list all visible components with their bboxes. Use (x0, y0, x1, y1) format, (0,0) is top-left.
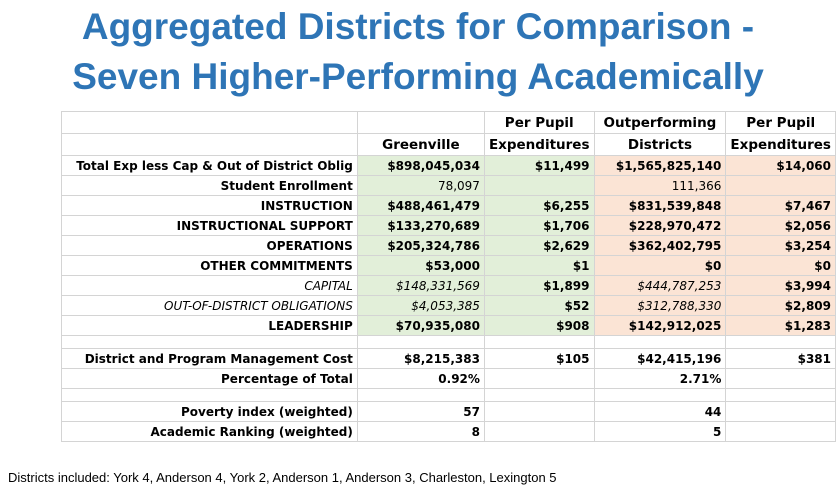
greenville-per-pupil: $11,499 (484, 156, 594, 176)
table-row (62, 296, 836, 316)
greenville-value: $8,215,383 (357, 349, 484, 369)
empty-cell (62, 389, 358, 402)
greenville-value: $148,331,569 (357, 276, 484, 296)
empty-cell (357, 389, 484, 402)
greenville-per-pupil (484, 369, 594, 389)
table-row (62, 156, 836, 176)
outperforming-value: $362,402,795 (594, 236, 726, 256)
row-label: OUT-OF-DISTRICT OBLIGATIONS (62, 296, 358, 316)
greenville-per-pupil (484, 402, 594, 422)
outperforming-per-pupil (726, 369, 836, 389)
table-row (62, 316, 836, 336)
spacer-row (62, 389, 836, 402)
header-per-pupil-2: Per Pupil (726, 112, 836, 134)
empty-cell (594, 389, 726, 402)
footer-note: Districts included: York 4, Anderson 4, York 2, Anderson 1, Anderson 3, Charleston, Lexington 5 (8, 470, 557, 485)
empty-cell (726, 389, 836, 402)
table-row (62, 422, 836, 442)
greenville-per-pupil: $1 (484, 256, 594, 276)
outperforming-value: 44 (594, 402, 726, 422)
empty-cell (484, 336, 594, 349)
outperforming-value: $312,788,330 (594, 296, 726, 316)
greenville-per-pupil: $6,255 (484, 196, 594, 216)
slide-title-line-1: Aggregated Districts for Comparison - (81, 6, 755, 47)
greenville-per-pupil: $908 (484, 316, 594, 336)
row-label: Poverty index (weighted) (62, 402, 358, 422)
outperforming-per-pupil: $381 (726, 349, 836, 369)
header-per-pupil-1: Per Pupil (484, 112, 594, 134)
outperforming-value: $1,565,825,140 (594, 156, 726, 176)
outperforming-value: $42,415,196 (594, 349, 726, 369)
slide-title-line-2: Seven Higher-Performing Academically (72, 56, 764, 97)
greenville-per-pupil: $1,706 (484, 216, 594, 236)
row-label: INSTRUCTION (62, 196, 358, 216)
spacer-row (62, 336, 836, 349)
table-row (62, 256, 836, 276)
greenville-value: $488,461,479 (357, 196, 484, 216)
row-label: OTHER COMMITMENTS (62, 256, 358, 276)
outperforming-per-pupil: $3,254 (726, 236, 836, 256)
greenville-per-pupil: $1,899 (484, 276, 594, 296)
header-outperforming: Outperforming (594, 112, 726, 134)
row-label: District and Program Management Cost (62, 349, 358, 369)
greenville-per-pupil: $105 (484, 349, 594, 369)
outperforming-value: $228,970,472 (594, 216, 726, 236)
greenville-value: $53,000 (357, 256, 484, 276)
outperforming-per-pupil: $2,809 (726, 296, 836, 316)
table-row (62, 349, 836, 369)
outperforming-per-pupil: $3,994 (726, 276, 836, 296)
empty-cell (484, 389, 594, 402)
header-cell (62, 112, 358, 134)
table-row (62, 236, 836, 256)
greenville-value: $133,270,689 (357, 216, 484, 236)
row-label: Student Enrollment (62, 176, 358, 196)
outperforming-per-pupil (726, 402, 836, 422)
outperforming-value: $444,787,253 (594, 276, 726, 296)
empty-cell (594, 336, 726, 349)
outperforming-per-pupil: $0 (726, 256, 836, 276)
empty-cell (62, 336, 358, 349)
outperforming-value: 2.71% (594, 369, 726, 389)
greenville-per-pupil: $52 (484, 296, 594, 316)
header-expenditures-2: Expenditures (726, 134, 836, 156)
outperforming-value: $142,912,025 (594, 316, 726, 336)
outperforming-per-pupil: $2,056 (726, 216, 836, 236)
greenville-value: 0.92% (357, 369, 484, 389)
row-label: OPERATIONS (62, 236, 358, 256)
outperforming-value: $0 (594, 256, 726, 276)
outperforming-per-pupil (726, 176, 836, 196)
table-row (62, 276, 836, 296)
row-label: Academic Ranking (weighted) (62, 422, 358, 442)
header-row-1 (62, 112, 836, 134)
table-row (62, 176, 836, 196)
table-row (62, 216, 836, 236)
row-label: INSTRUCTIONAL SUPPORT (62, 216, 358, 236)
outperforming-per-pupil: $14,060 (726, 156, 836, 176)
table-row (62, 196, 836, 216)
greenville-value: $4,053,385 (357, 296, 484, 316)
outperforming-per-pupil: $7,467 (726, 196, 836, 216)
row-label: CAPITAL (62, 276, 358, 296)
empty-cell (357, 336, 484, 349)
row-label: LEADERSHIP (62, 316, 358, 336)
outperforming-per-pupil (726, 422, 836, 442)
row-label: Total Exp less Cap & Out of District Oblig (62, 156, 358, 176)
comparison-table (61, 111, 836, 442)
outperforming-value: $831,539,848 (594, 196, 726, 216)
outperforming-value: 5 (594, 422, 726, 442)
greenville-per-pupil (484, 422, 594, 442)
outperforming-value: 111,366 (594, 176, 726, 196)
greenville-value: 8 (357, 422, 484, 442)
header-cell (357, 112, 484, 134)
greenville-value: $70,935,080 (357, 316, 484, 336)
slide-title (0, 2, 836, 102)
table-row (62, 402, 836, 422)
greenville-value: $898,045,034 (357, 156, 484, 176)
header-greenville: Greenville (357, 134, 484, 156)
outperforming-per-pupil: $1,283 (726, 316, 836, 336)
header-row-2 (62, 134, 836, 156)
table-row (62, 369, 836, 389)
header-expenditures-1: Expenditures (484, 134, 594, 156)
greenville-per-pupil: $2,629 (484, 236, 594, 256)
greenville-per-pupil (484, 176, 594, 196)
header-cell (62, 134, 358, 156)
row-label: Percentage of Total (62, 369, 358, 389)
greenville-value: $205,324,786 (357, 236, 484, 256)
greenville-value: 78,097 (357, 176, 484, 196)
empty-cell (726, 336, 836, 349)
header-districts: Districts (594, 134, 726, 156)
greenville-value: 57 (357, 402, 484, 422)
